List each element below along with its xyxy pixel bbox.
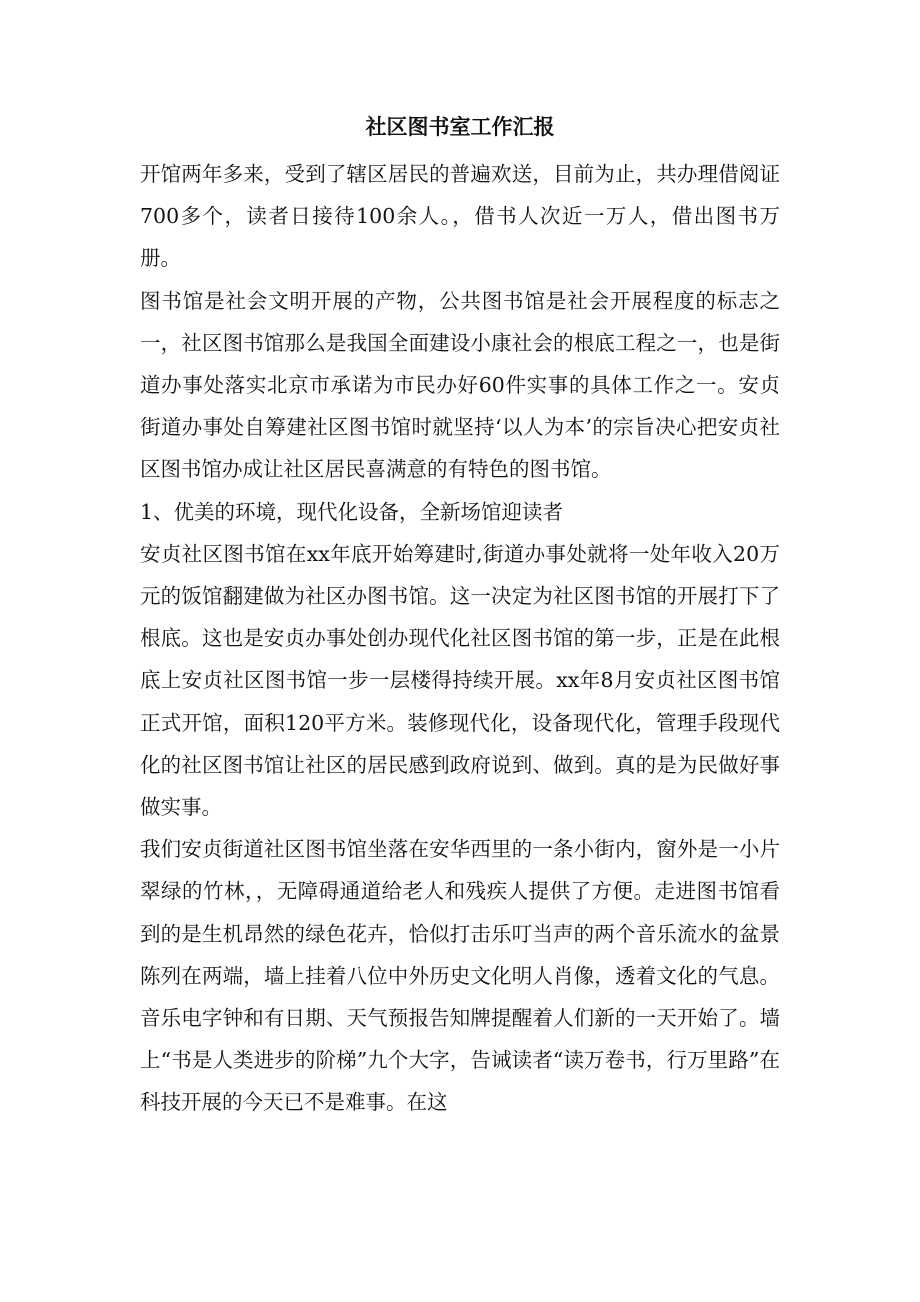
section-heading-environment: 1、优美的环境，现代化设备，全新场馆迎读者 [140, 499, 564, 524]
paragraph-intro: 开馆两年多来，受到了辖区居民的普遍欢送，目前为止，共办理借阅证700多个，读者日接待100余人。，借书人次近一万人，借出图书万册。 [140, 162, 780, 271]
document-title: 社区图书室工作汇报 [365, 114, 555, 139]
document-body [140, 153, 780, 1124]
paragraph-construction: 安贞社区图书馆在xx年底开始筹建时,街道办事处就将一处年收入20万元的饭馆翻建做为社区办图书馆。这一决定为社区图书馆的开展打下了根底。这也是安贞办事处创办现代化社区图书馆的第一步，正是在此根底上安贞社区图书馆一步一层楼得持续开展。xx年8月安贞社区图书馆正式开馆，面积120平方米。装修现代化，设备现代化，管理手段现代化的社区图书馆让社区的居民感到政府说到、做到。真的是为民做好事做实事。 [140, 541, 780, 820]
paragraph-location: 我们安贞街道社区图书馆坐落在安华西里的一条小街内，窗外是一小片翠绿的竹林，，无障碍通道给老人和残疾人提供了方便。走进图书馆看到的是生机昂然的绿色花卉，恰似打击乐叮当声的两个音乐流水的盆景陈列在两端，墙上挂着八位中外历史文化明人肖像，透着文化的气息。音乐电字钟和有日期、天气预报告知牌提醒着人们新的一天开始了。墙上“书是人类进步的阶梯”九个大字，告诫读者“读万卷书，行万里路”在科技开展的今天已不是难事。在这 [140, 837, 780, 1115]
paragraph-library-significance: 图书馆是社会文明开展的产物，公共图书馆是社会开展程度的标志之一，社区图书馆那么是我国全面建设小康社会的根底工程之一，也是街道办事处落实北京市承诺为市民办好60件实事的具体工作之一。安贞街道办事处自筹建社区图书馆时就坚持‘以人为本’的宗旨决心把安贞社区图书馆办成让社区居民喜满意的有特色的图书馆。 [140, 288, 780, 482]
